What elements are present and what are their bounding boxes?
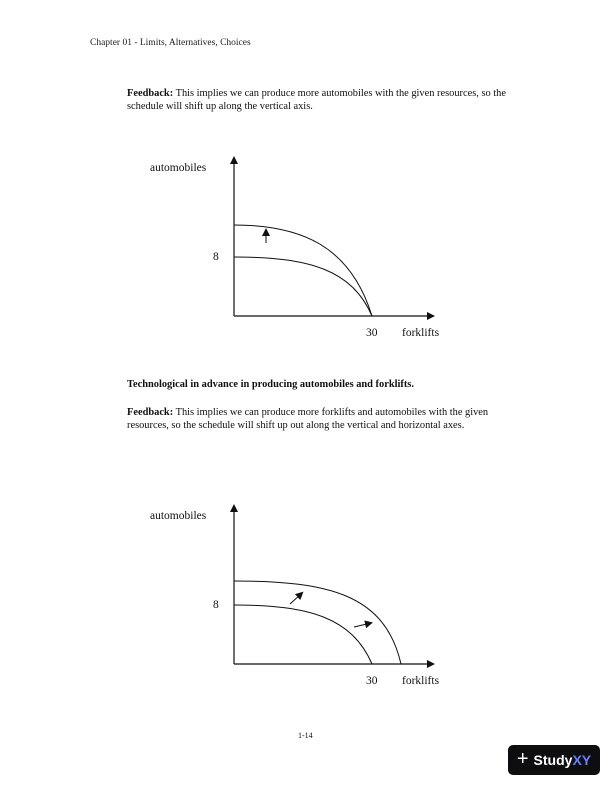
graph2-shift-arrow-out [354,623,371,627]
brand-name: StudyXY [533,752,592,768]
feedback-label: Feedback: [127,88,174,99]
section-heading: Technological in advance in producing automobiles and forklifts. [127,379,414,390]
page-number: 1-14 [298,731,313,740]
graph1-y-tick-label: 8 [213,251,219,263]
page-header: Chapter 01 - Limits, Alternatives, Choices [90,38,251,48]
graph1-x-tick-label: 30 [366,327,378,339]
feedback-text: This implies we can produce more forklifts and automobiles with the given resources, so the schedule will shift up out along the vertical and horizontal axes. [127,407,489,431]
graph1-x-axis-label: forklifts [402,327,440,339]
graph2-x-tick-label: 30 [366,675,378,687]
feedback-label: Feedback: [127,407,174,418]
studyxy-badge[interactable] [508,745,600,775]
graph2-x-axis-label: forklifts [402,675,440,687]
graph2-y-tick-label: 8 [213,599,219,611]
graph2-y-axis-label: automobiles [150,510,207,522]
feedback-text: This implies we can produce more automobiles with the given resources, so the schedule will shift up along the vertical axis. [127,88,506,112]
graph2-shift-arrow-up [290,593,302,604]
graph2-original-curve [234,605,372,664]
plus-icon: + [516,748,529,770]
graph2-shifted-curve [234,581,401,664]
graph1-y-axis-label: automobiles [150,162,207,174]
